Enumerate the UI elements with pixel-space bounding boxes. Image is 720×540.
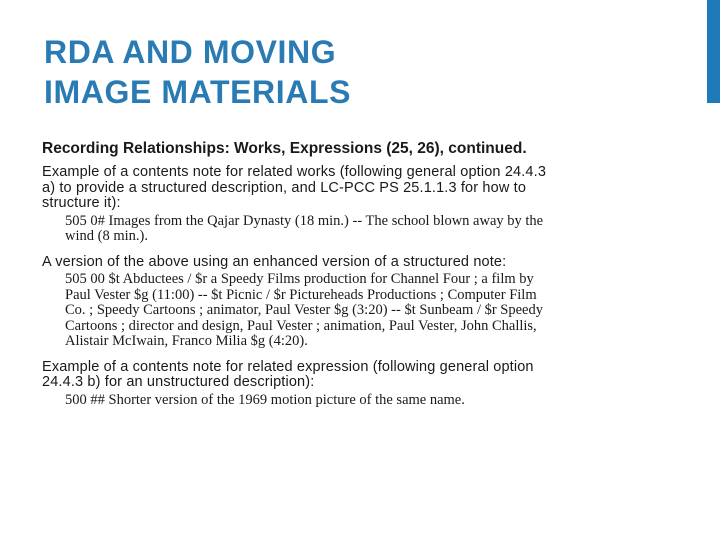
slide-content — [42, 139, 642, 418]
marc-example-line: Paul Vester $g (11:00) -- $t Picnic / $r Pictureheads Productions ; Computer Film — [65, 286, 537, 303]
accent-bar — [707, 0, 720, 103]
example-intro-line: 24.4.3 b) for an unstructured description): — [42, 374, 315, 390]
marc-example — [65, 214, 631, 245]
marc-example-line: Alistair McIwain, Franco Milia $g (4:20). — [65, 333, 308, 349]
example-intro-line: Example of a contents note for related works (following general option 24.4.3 — [42, 164, 547, 180]
slide-title-line: RDA AND MOVING — [44, 34, 337, 70]
marc-example — [65, 272, 631, 350]
example-block-works — [42, 165, 642, 245]
example-block-enhanced — [42, 255, 642, 350]
slide-title — [44, 32, 684, 112]
marc-example-line: 505 0# Images from the Qajar Dynasty (18 min.) -- The school blown away by the — [65, 212, 544, 229]
marc-example-line: Cartoons ; director and design, Paul Vester ; animation, Paul Vester, John Challis, — [65, 317, 537, 334]
example-intro-line: Example of a contents note for related expression (following general option — [42, 358, 534, 375]
example-intro — [42, 255, 642, 271]
example-intro — [42, 360, 642, 391]
marc-example-line: wind (8 min.). — [65, 228, 148, 244]
example-intro-line: a) to provide a structured description, and LC-PCC PS 25.1.1.3 for how to — [42, 179, 527, 196]
example-intro — [42, 165, 642, 212]
marc-example — [65, 393, 631, 409]
example-block-expression — [42, 360, 642, 409]
section-heading: Recording Relationships: Works, Expressions (25, 26), continued. — [42, 140, 527, 157]
marc-example-line: 500 ## Shorter version of the 1969 motion picture of the same name. — [65, 391, 465, 408]
marc-example-line: Co. ; Speedy Cartoons ; animator, Paul Vester $g (3:20) -- $t Sunbeam / $r Speedy — [65, 302, 543, 318]
marc-example-line: 505 00 $t Abductees / $r a Speedy Films production for Channel Four ; a film by — [65, 271, 534, 287]
slide-title-line: IMAGE MATERIALS — [44, 74, 352, 110]
example-intro-line: structure it): — [42, 195, 121, 211]
example-intro-line: A version of the above using an enhanced version of a structured note: — [42, 253, 507, 270]
